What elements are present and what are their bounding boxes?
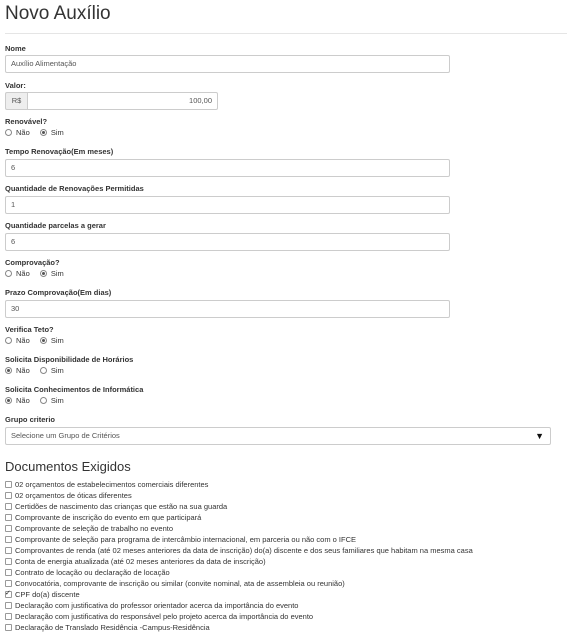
verifica-teto-label: Verifica Teto?	[5, 325, 54, 334]
documento-item[interactable]: Certidões de nascimento das crianças que estão na sua guarda	[5, 501, 567, 512]
grupo-criterio-select[interactable]	[5, 427, 551, 445]
documento-item[interactable]: Contrato de locação ou declaração de locação	[5, 567, 567, 578]
checkbox[interactable]	[5, 558, 12, 565]
title-divider	[5, 33, 567, 34]
renovavel-radio-group	[5, 128, 72, 138]
radio-nao[interactable]	[5, 270, 12, 277]
documento-item[interactable]: Conta de energia atualizada (até 02 meses anteriores da data de inscrição)	[5, 556, 567, 567]
comprovacao-label: Comprovação?	[5, 258, 60, 267]
informatica-option-nao[interactable]: Não	[5, 396, 30, 406]
checkbox[interactable]	[5, 624, 12, 631]
qtd-renovacoes-input[interactable]: 1	[5, 196, 450, 214]
radio-sim[interactable]	[40, 129, 47, 136]
checkbox[interactable]	[5, 481, 12, 488]
comprovacao-option-sim[interactable]: Sim	[40, 269, 64, 279]
radio-sim[interactable]	[40, 337, 47, 344]
comprovacao-option-nao[interactable]: Não	[5, 269, 30, 279]
disponibilidade-option-nao[interactable]: Não	[5, 366, 30, 376]
radio-nao[interactable]	[5, 397, 12, 404]
radio-nao[interactable]	[5, 337, 12, 344]
informatica-radio-group	[5, 396, 72, 406]
checkbox[interactable]	[5, 536, 12, 543]
radio-sim[interactable]	[40, 367, 47, 374]
disponibilidade-label: Solicita Disponibilidade de Horários	[5, 355, 134, 364]
qtd-parcelas-input[interactable]: 6	[5, 233, 450, 251]
renovavel-option-nao[interactable]: Não	[5, 128, 30, 138]
documento-item[interactable]: Declaração com justificativa do responsável pelo projeto acerca da importância do evento	[5, 611, 567, 622]
documentos-list	[5, 479, 567, 633]
radio-nao[interactable]	[5, 129, 12, 136]
tempo-renovacao-label: Tempo Renovação(Em meses)	[5, 147, 114, 156]
qtd-parcelas-label: Quantidade parcelas a gerar	[5, 221, 106, 230]
checkbox[interactable]	[5, 503, 12, 510]
documento-item[interactable]: 02 orçamentos de estabelecimentos comerciais diferentes	[5, 479, 567, 490]
documento-item[interactable]: Comprovante de seleção para programa de intercâmbio internacional, em parceria ou não com o IFCE	[5, 534, 567, 545]
documento-item[interactable]: ✓CPF do(a) discente	[5, 589, 567, 600]
documento-item[interactable]: Comprovante de seleção de trabalho no evento	[5, 523, 567, 534]
checkbox[interactable]	[5, 602, 12, 609]
checkbox[interactable]	[5, 569, 12, 576]
nome-label: Nome	[5, 44, 26, 53]
radio-nao[interactable]	[5, 367, 12, 374]
nome-input[interactable]: Auxílio Alimentação	[5, 55, 450, 73]
checkbox[interactable]	[5, 580, 12, 587]
checkbox-checked[interactable]	[5, 591, 12, 598]
grupo-criterio-selected: Selecione um Grupo de Critérios	[11, 431, 120, 440]
currency-addon: R$	[5, 92, 27, 110]
prazo-comprovacao-label: Prazo Comprovação(Em dias)	[5, 288, 112, 297]
documento-item[interactable]: Declaração com justificativa do professor orientador acerca da importância do evento	[5, 600, 567, 611]
informatica-label: Solicita Conhecimentos de Informática	[5, 385, 144, 394]
documento-item[interactable]: 02 orçamentos de óticas diferentes	[5, 490, 567, 501]
verifica-teto-option-sim[interactable]: Sim	[40, 336, 64, 346]
documento-item[interactable]: Declaração de Translado Residência -Campus-Residência	[5, 622, 567, 633]
comprovacao-radio-group	[5, 269, 72, 279]
qtd-renovacoes-label: Quantidade de Renovações Permitidas	[5, 184, 144, 193]
documento-item[interactable]: Convocatória, comprovante de inscrição ou similar (convite nominal, ata de assembleia ou reunião)	[5, 578, 567, 589]
dropdown-arrow-icon: ▼	[535, 431, 544, 441]
disponibilidade-option-sim[interactable]: Sim	[40, 366, 64, 376]
tempo-renovacao-input[interactable]: 6	[5, 159, 450, 177]
documentos-title: Documentos Exigidos	[5, 459, 131, 474]
valor-input[interactable]: 100,00	[27, 92, 218, 110]
verifica-teto-radio-group	[5, 336, 72, 346]
checkbox[interactable]	[5, 547, 12, 554]
checkbox[interactable]	[5, 613, 12, 620]
grupo-criterio-label: Grupo criterio	[5, 415, 56, 424]
documento-item[interactable]: Comprovante de inscrição do evento em que participará	[5, 512, 567, 523]
informatica-option-sim[interactable]: Sim	[40, 396, 64, 406]
checkbox[interactable]	[5, 514, 12, 521]
renovavel-option-sim[interactable]: Sim	[40, 128, 64, 138]
radio-sim[interactable]	[40, 397, 47, 404]
valor-label: Valor:	[5, 81, 26, 90]
page-title: Novo Auxílio	[5, 3, 111, 24]
checkbox[interactable]	[5, 525, 12, 532]
disponibilidade-radio-group	[5, 366, 72, 376]
checkbox[interactable]	[5, 492, 12, 499]
prazo-comprovacao-input[interactable]: 30	[5, 300, 450, 318]
renovavel-label: Renovável?	[5, 117, 48, 126]
documento-item[interactable]: Comprovantes de renda (até 02 meses anteriores da data de inscrição) do(a) discente e dos seus familiares que habitam na mesma casa	[5, 545, 567, 556]
verifica-teto-option-nao[interactable]: Não	[5, 336, 30, 346]
radio-sim[interactable]	[40, 270, 47, 277]
